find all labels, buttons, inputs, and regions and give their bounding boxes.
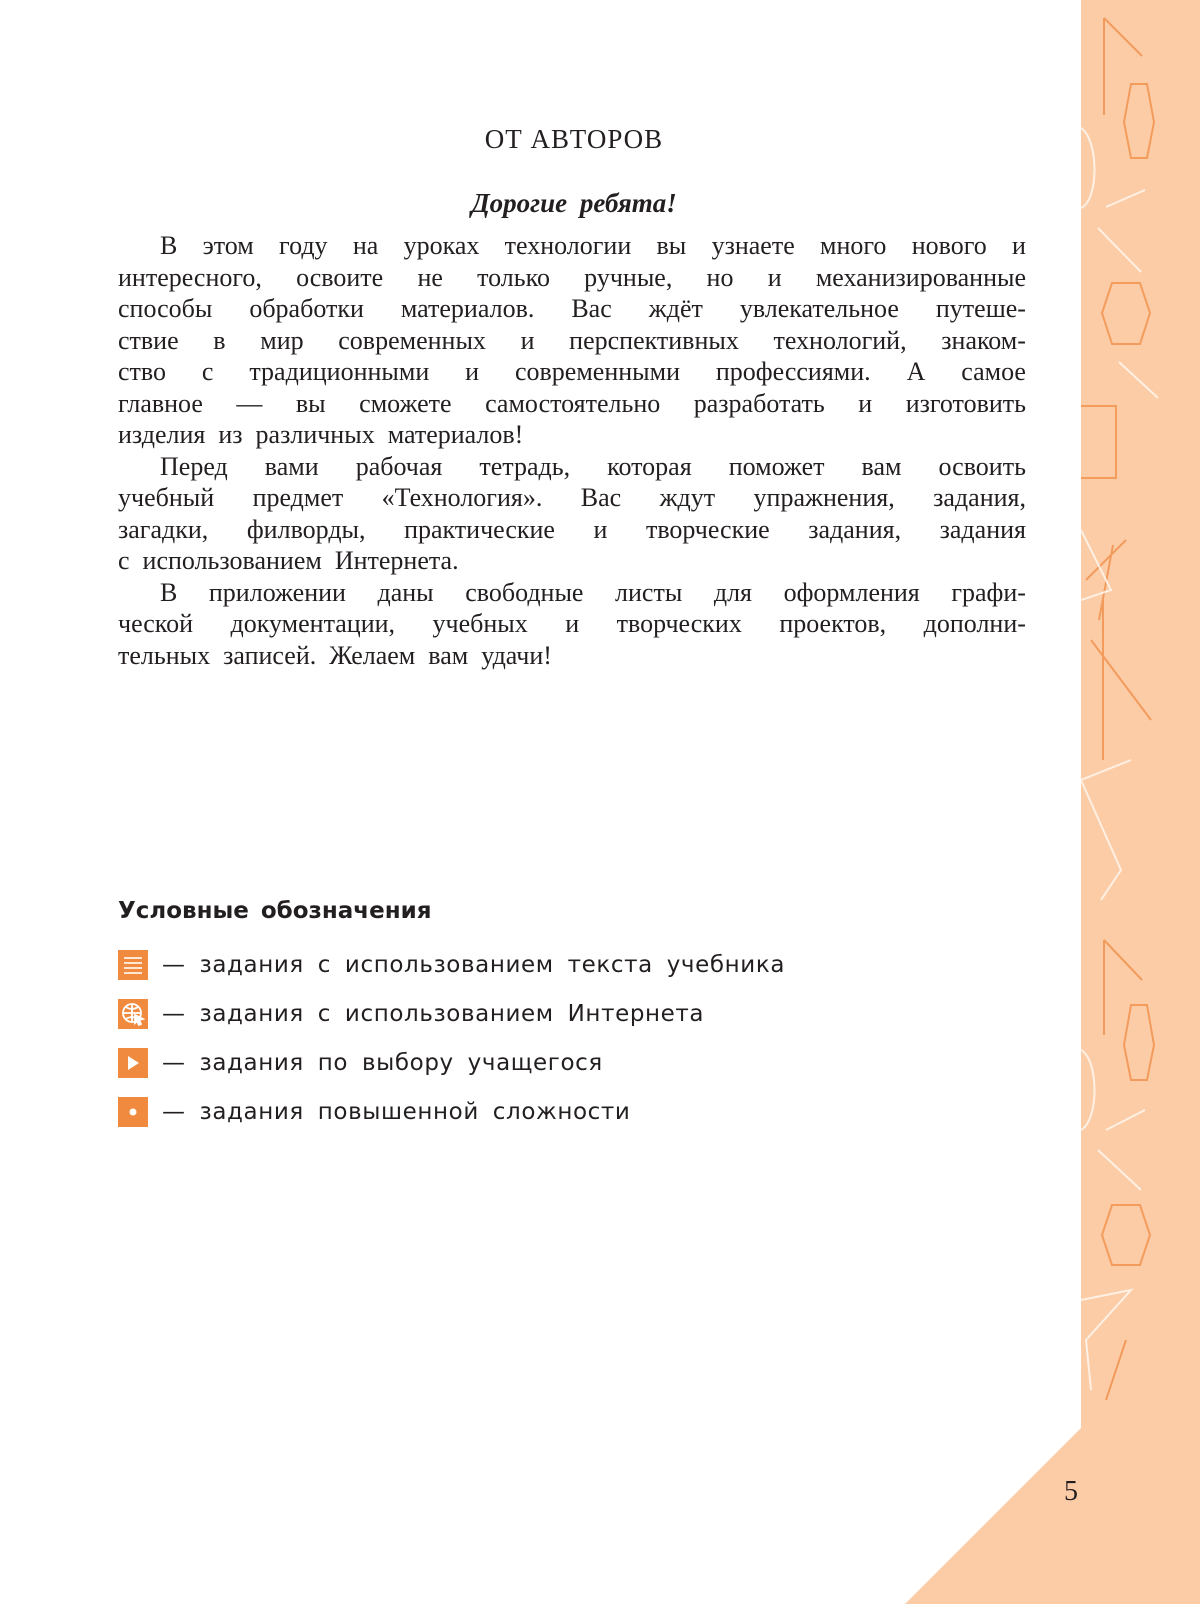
legend-text: — задания повышенной сложности [162, 1099, 631, 1125]
legend-title: Условные обозначения [118, 898, 432, 924]
text-line: В этом году на уроках технологии вы узнаете много нового и [160, 231, 1026, 260]
text-line: В приложении даны свободные листы для оформления графи- [160, 577, 1026, 607]
legend-text: — задания с использованием текста учебника [162, 952, 786, 978]
legend-text: — задания с использованием Интернета [162, 1001, 705, 1027]
internet-icon [118, 999, 148, 1029]
text-line: загадки, филворды, практические и творческие задания, задания [118, 514, 1026, 544]
choice-icon [118, 1048, 148, 1078]
page-number: 5 [1064, 1476, 1078, 1507]
text-line: ствие в мир современных и перспективных технологий, знаком- [118, 325, 1026, 355]
text-line: тельных записей. Желаем вам удачи! [118, 640, 552, 670]
body-text [118, 230, 1026, 671]
text-line: учебный предмет «Технология». Вас ждут упражнения, задания, [118, 483, 1026, 512]
legend-item-internet [118, 999, 704, 1029]
text-line: с использованием Интернета. [118, 546, 459, 575]
textbook-icon [118, 950, 148, 980]
advanced-icon [118, 1097, 148, 1127]
text-line: способы обработки материалов. Вас ждёт увлекательное путеше- [118, 294, 1026, 323]
greeting: Дорогие ребята! [471, 188, 677, 218]
page-title: ОТ АВТОРОВ [484, 124, 664, 154]
legend-item-textbook [118, 950, 785, 980]
text-line: интересного, освоите не только ручные, но и механизированные [118, 262, 1026, 292]
text-line: ство с традиционными и современными профессиями. А самое [118, 357, 1026, 386]
legend-text: — задания по выбору учащегося [162, 1050, 603, 1076]
text-line: ческой документации, учебных и творческих проектов, дополни- [118, 609, 1026, 638]
legend-item-advanced [118, 1097, 630, 1127]
text-line: изделия из различных материалов! [118, 420, 524, 449]
text-line: главное — вы сможете самостоятельно разработать и изготовить [118, 388, 1026, 418]
text-line: Перед вами рабочая тетрадь, которая поможет вам освоить [160, 451, 1026, 481]
legend-item-choice [118, 1048, 603, 1078]
